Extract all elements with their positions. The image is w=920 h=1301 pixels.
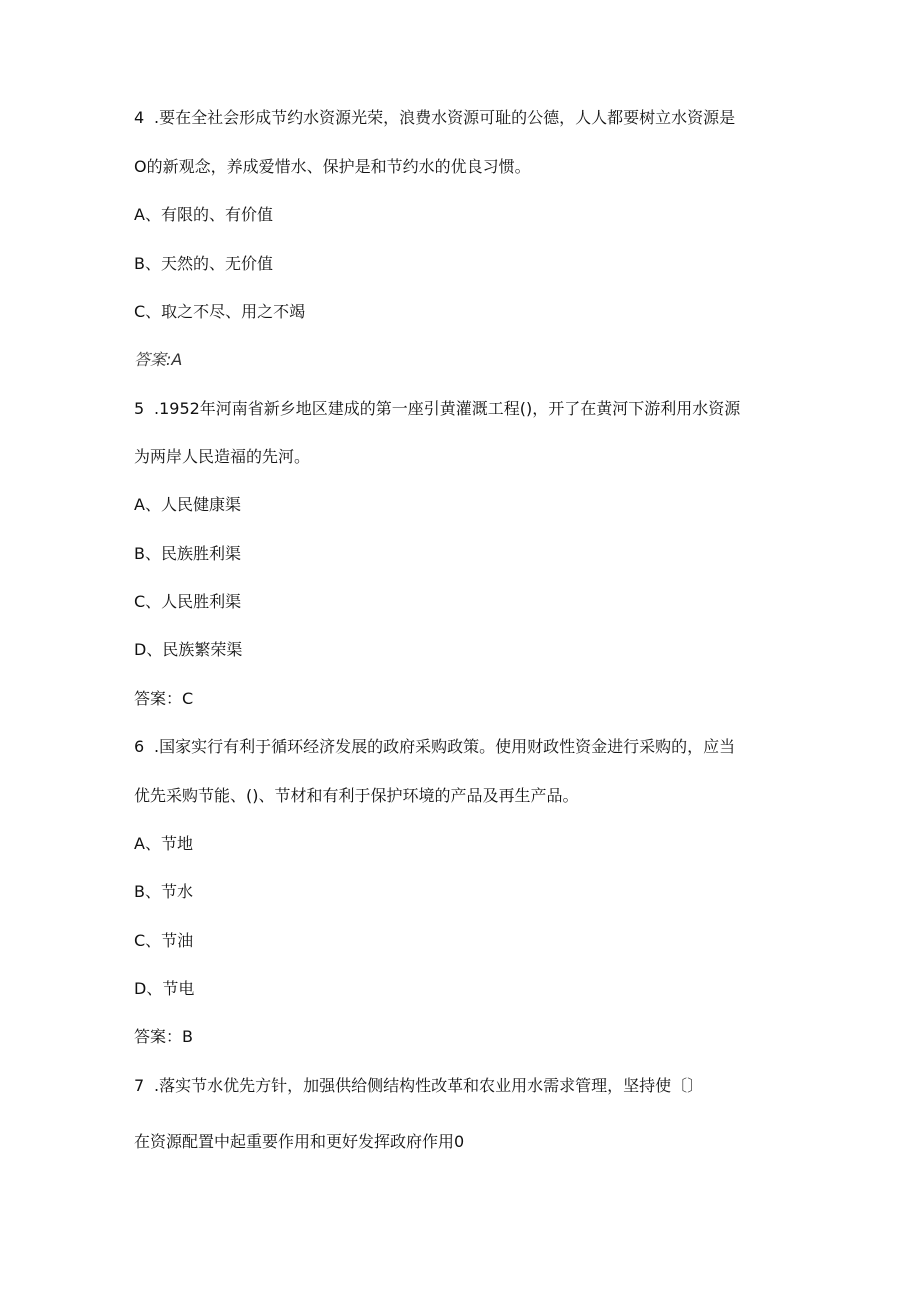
option-b: B、民族胜利渠 — [134, 544, 241, 563]
option-a: A、人民健康渠 — [134, 495, 241, 514]
question-text: .国家实行有利于循环经济发展的政府采购政策。使用财政性资金进行采购的，应当 — [154, 737, 736, 756]
option-c: C、取之不尽、用之不竭 — [134, 302, 306, 321]
question-text: .落实节水优先方针，加强供给侧结构性改革和农业用水需求管理，坚持使〔〕 — [154, 1076, 704, 1095]
question-4-stem-line1 — [134, 108, 735, 128]
option-a: A、有限的、有价值 — [134, 205, 273, 224]
option-b: B、天然的、无价值 — [134, 254, 273, 273]
option-d: D、节电 — [134, 979, 195, 998]
question-number: 4 — [134, 108, 145, 127]
question-number: 7 — [134, 1076, 145, 1095]
option-d: D、民族繁荣渠 — [134, 640, 243, 659]
question-5-stem-line2: 为两岸人民造福的先河。 — [134, 447, 311, 466]
question-6-stem-line1 — [134, 737, 735, 757]
option-c: C、人民胜利渠 — [134, 592, 242, 611]
question-number: 6 — [134, 737, 145, 756]
question-number: 5 — [134, 399, 145, 418]
answer: 答案:A — [134, 350, 183, 369]
answer: 答案：B — [134, 1027, 193, 1046]
question-6-stem-line2: 优先采购节能、()、节材和有利于保护环境的产品及再生产品。 — [134, 786, 579, 805]
question-7-stem-line1 — [134, 1076, 703, 1096]
answer: 答案：C — [134, 689, 194, 708]
question-5-stem-line1 — [134, 399, 740, 419]
option-c: C、节油 — [134, 931, 194, 950]
option-a: A、节地 — [134, 834, 193, 853]
question-4-stem-line2: O的新观念，养成爱惜水、保护是和节约水的优良习惯。 — [134, 157, 531, 176]
question-text: .要在全社会形成节约水资源光荣，浪费水资源可耻的公德，人人都要树立水资源是 — [154, 108, 736, 127]
option-b: B、节水 — [134, 882, 193, 901]
question-7-stem-line2: 在资源配置中起重要作用和更好发挥政府作用0 — [134, 1132, 465, 1151]
question-text: .1952年河南省新乡地区建成的第一座引黄灌溉工程()，开了在黄河下游利用水资源 — [154, 399, 741, 418]
